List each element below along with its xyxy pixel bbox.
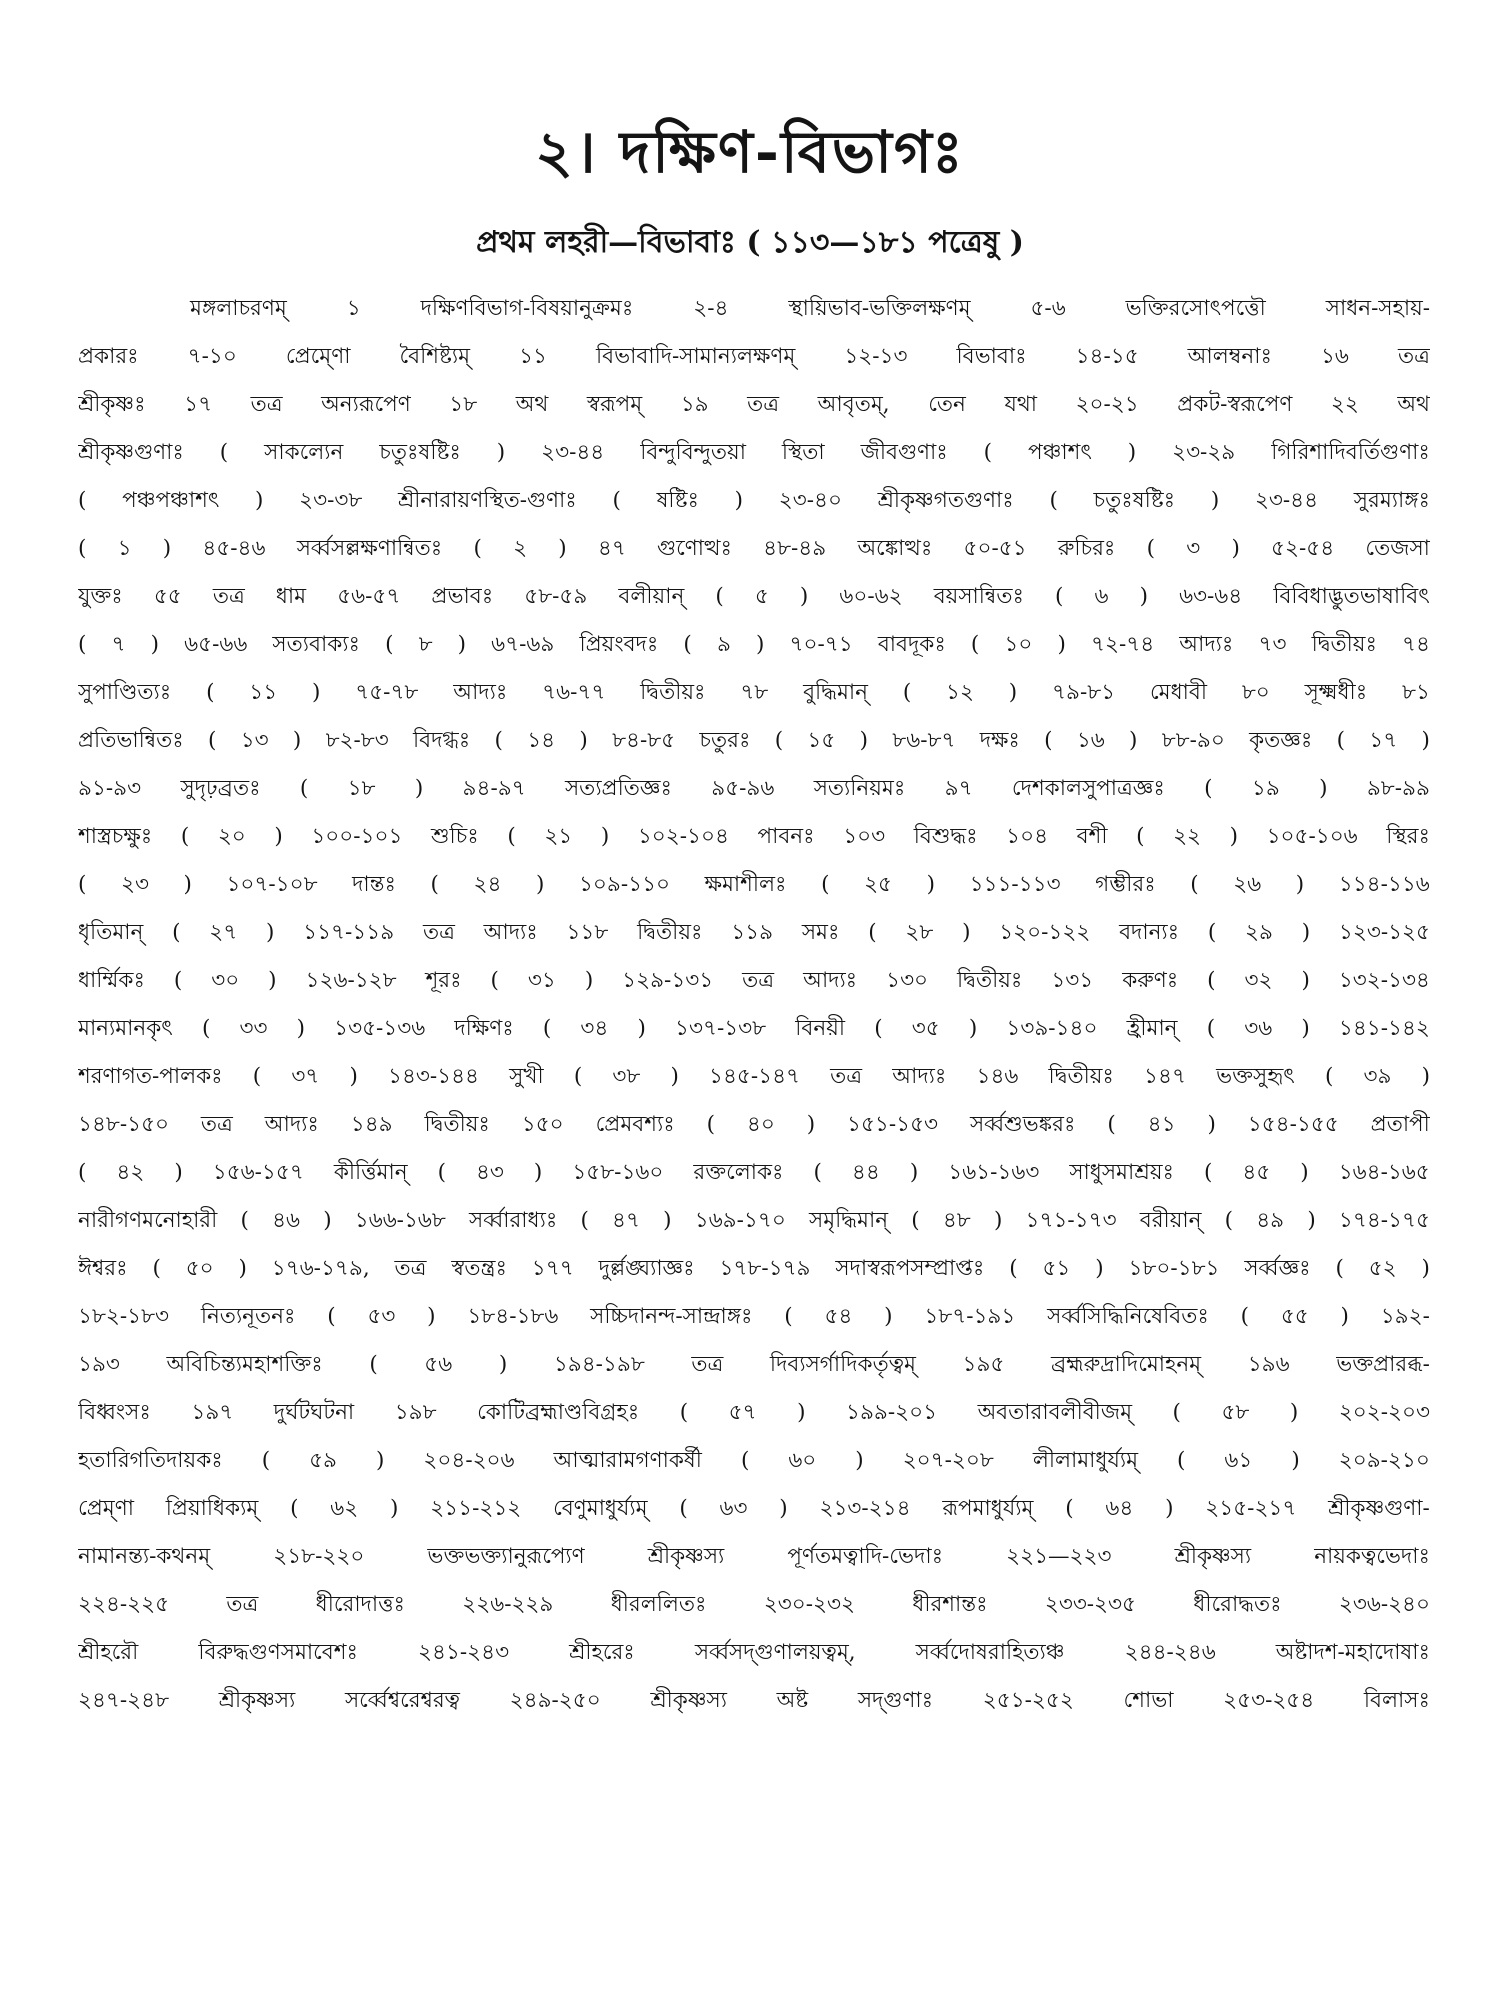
- text-line: ( পঞ্চপঞ্চাশৎ ) ২৩-৩৮ শ্রীনারায়ণস্থিত-গুণাঃ ( ষষ্টিঃ ) ২৩-৪০ শ্রীকৃষ্ণগতগুণাঃ ( চতুঃষষ্টিঃ ) ২৩-৪৪ সুরম্যাঙ্গঃ: [78, 488, 1430, 513]
- text-line: মান্যমানকৃৎ ( ৩৩ ) ১৩৫-১৩৬ দক্ষিণঃ ( ৩৪ ) ১৩৭-১৩৮ বিনয়ী ( ৩৫ ) ১৩৯-১৪০ হ্রীমান্ ( ৩৬ ) ১৪১-১৪২: [78, 1016, 1430, 1041]
- text-line: প্রতিভান্বিতঃ ( ১৩ ) ৮২-৮৩ বিদগ্ধঃ ( ১৪ ) ৮৪-৮৫ চতুরঃ ( ১৫ ) ৮৬-৮৭ দক্ষঃ ( ১৬ ) ৮৮-৯০ কৃতজ্ঞঃ ( ১৭ ): [78, 728, 1430, 753]
- text-line: বিধ্বংসঃ ১৯৭ দুর্ঘটঘটনা ১৯৮ কোটিব্রহ্মাণ্ডবিগ্রহঃ ( ৫৭ ) ১৯৯-২০১ অবতারাবলীবীজম্ ( ৫৮ ) ২০২-২০৩: [78, 1400, 1430, 1425]
- text-line: প্রেম্ণা প্রিয়াধিক্যম্ ( ৬২ ) ২১১-২১২ বেণুমাধুর্য্যম্ ( ৬৩ ) ২১৩-২১৪ রূপমাধুর্য্যম্ ( ৬৪ ) ২১৫-২১৭ শ্রীকৃষ্ণগুণা-: [78, 1496, 1430, 1521]
- text-line: নারীগণমনোহারী ( ৪৬ ) ১৬৬-১৬৮ সর্ব্বারাধ্যঃ ( ৪৭ ) ১৬৯-১৭০ সমৃদ্ধিমান্ ( ৪৮ ) ১৭১-১৭৩ বরীয়ান্ ( ৪৯ ) ১৭৪-১৭৫: [78, 1208, 1430, 1233]
- text-line: নামানন্ত্য-কথনম্ ২১৮-২২০ ভক্তভক্ত্যানুরূপ্যেণ শ্রীকৃষ্ণস্য পূর্ণতমত্বাদি-ভেদাঃ ২২১—২২৩ শ্রীকৃষ্ণস্য নায়কত্বভেদাঃ: [78, 1544, 1430, 1569]
- text-line: ১৯৩ অবিচিন্ত্যমহাশক্তিঃ ( ৫৬ ) ১৯৪-১৯৮ তত্র দিব্যসর্গাদিকর্তৃত্বম্ ১৯৫ ব্রহ্মরুদ্রাদিমোহনম্ ১৯৬ ভক্তপ্রারব্ধ-: [78, 1352, 1430, 1377]
- chapter-title: ২। দক্ষিণ-বিভাগঃ: [535, 118, 965, 186]
- text-line: শ্রীহরৌ বিরুদ্ধগুণসমাবেশঃ ২৪১-২৪৩ শ্রীহরেঃ সর্ব্বসদ্গুণালয়ত্বম্, সর্ব্বদোষরাহিত্যঞ্চ ২৪৪-২৪৬ অষ্টাদশ-মহাদোষাঃ: [78, 1640, 1430, 1665]
- text-line: শ্রীকৃষ্ণঃ ১৭ তত্র অন্যরূপেণ ১৮ অথ স্বরূপম্ ১৯ তত্র আবৃতম্, তেন যথা ২০-২১ প্রকট-স্বরূপেণ ২২ অথ: [78, 392, 1430, 417]
- section-heading: প্রথম লহরী—বিভাবাঃ ( ১১৩—১৮১ পত্রেষু ): [476, 225, 1024, 260]
- text-line: ( ২৩ ) ১০৭-১০৮ দান্তঃ ( ২৪ ) ১০৯-১১০ ক্ষমাশীলঃ ( ২৫ ) ১১১-১১৩ গম্ভীরঃ ( ২৬ ) ১১৪-১১৬: [78, 872, 1430, 897]
- text-line: ১৪৮-১৫০ তত্র আদ্যঃ ১৪৯ দ্বিতীয়ঃ ১৫০ প্রেমবশ্যঃ ( ৪০ ) ১৫১-১৫৩ সর্ব্বশুভঙ্করঃ ( ৪১ ) ১৫৪-১৫৫ প্রতাপী: [78, 1112, 1430, 1137]
- text-line: ২২৪-২২৫ তত্র ধীরোদাত্তঃ ২২৬-২২৯ ধীরললিতঃ ২৩০-২৩২ ধীরশান্তঃ ২৩৩-২৩৫ ধীরোদ্ধতঃ ২৩৬-২৪০: [78, 1592, 1430, 1617]
- text-line: ১৮২-১৮৩ নিত্যনূতনঃ ( ৫৩ ) ১৮৪-১৮৬ সচ্চিদানন্দ-সান্দ্রাঙ্গঃ ( ৫৪ ) ১৮৭-১৯১ সর্ব্বসিদ্ধিনিষেবিতঃ ( ৫৫ ) ১৯২-: [78, 1304, 1430, 1329]
- text-line: ( ৭ ) ৬৫-৬৬ সত্যবাক্যঃ ( ৮ ) ৬৭-৬৯ প্রিয়ংবদঃ ( ৯ ) ৭০-৭১ বাবদূকঃ ( ১০ ) ৭২-৭৪ আদ্যঃ ৭৩ দ্বিতীয়ঃ ৭৪: [78, 632, 1430, 657]
- text-line: যুক্তঃ ৫৫ তত্র ধাম ৫৬-৫৭ প্রভাবঃ ৫৮-৫৯ বলীয়ান্ ( ৫ ) ৬০-৬২ বয়সান্বিতঃ ( ৬ ) ৬৩-৬৪ বিবিধাদ্ভুতভাষাবিৎ: [78, 584, 1430, 609]
- text-line: ধৃতিমান্ ( ২৭ ) ১১৭-১১৯ তত্র আদ্যঃ ১১৮ দ্বিতীয়ঃ ১১৯ সমঃ ( ২৮ ) ১২০-১২২ বদান্যঃ ( ২৯ ) ১২৩-১২৫: [78, 920, 1430, 945]
- text-line: মঙ্গলাচরণম্ ১ দক্ষিণবিভাগ-বিষয়ানুক্রমঃ ২-৪ স্থায়িভাব-ভক্তিলক্ষণম্ ৫-৬ ভক্তিরসোৎপত্তৌ সাধন-সহায়-: [190, 296, 1430, 321]
- text-line: হতারিগতিদায়কঃ ( ৫৯ ) ২০৪-২০৬ আত্মারামগণাকর্ষী ( ৬০ ) ২০৭-২০৮ লীলামাধুর্য্যম্ ( ৬১ ) ২০৯-২১০: [78, 1448, 1430, 1473]
- text-line: সুপাণ্ডিত্যঃ ( ১১ ) ৭৫-৭৮ আদ্যঃ ৭৬-৭৭ দ্বিতীয়ঃ ৭৮ বুদ্ধিমান্ ( ১২ ) ৭৯-৮১ মেধাবী ৮০ সূক্ষ্মধীঃ ৮১: [78, 680, 1430, 705]
- text-line: ২৪৭-২৪৮ শ্রীকৃষ্ণস্য সর্ব্বেশ্বরেশ্বরত্ব ২৪৯-২৫০ শ্রীকৃষ্ণস্য অষ্ট সদ্গুণাঃ ২৫১-২৫২ শোভা ২৫৩-২৫৪ বিলাসঃ: [78, 1688, 1430, 1713]
- text-line: প্রকারঃ ৭-১০ প্রেম্ণো বৈশিষ্ট্যম্ ১১ বিভাবাদি-সামান্যলক্ষণম্ ১২-১৩ বিভাবাঃ ১৪-১৫ আলম্বনাঃ ১৬ তত্র: [78, 344, 1430, 369]
- text-line: শাস্ত্রচক্ষুঃ ( ২০ ) ১০০-১০১ শুচিঃ ( ২১ ) ১০২-১০৪ পাবনঃ ১০৩ বিশুদ্ধঃ ১০৪ বশী ( ২২ ) ১০৫-১০৬ স্থিরঃ: [78, 824, 1430, 849]
- text-line: ( ৪২ ) ১৫৬-১৫৭ কীর্ত্তিমান্ ( ৪৩ ) ১৫৮-১৬০ রক্তলোকঃ ( ৪৪ ) ১৬১-১৬৩ সাধুসমাশ্রয়ঃ ( ৪৫ ) ১৬৪-১৬৫: [78, 1160, 1430, 1185]
- text-line: ( ১ ) ৪৫-৪৬ সর্ব্বসল্লক্ষণান্বিতঃ ( ২ ) ৪৭ গুণোত্থঃ ৪৮-৪৯ অঙ্কোত্থঃ ৫০-৫১ রুচিরঃ ( ৩ ) ৫২-৫৪ তেজসা: [78, 536, 1430, 561]
- text-line: ৯১-৯৩ সুদৃঢ়ব্রতঃ ( ১৮ ) ৯৪-৯৭ সত্যপ্রতিজ্ঞঃ ৯৫-৯৬ সত্যনিয়মঃ ৯৭ দেশকালসুপাত্রজ্ঞঃ ( ১৯ ) ৯৮-৯৯: [78, 776, 1430, 801]
- text-line: শরণাগত-পালকঃ ( ৩৭ ) ১৪৩-১৪৪ সুখী ( ৩৮ ) ১৪৫-১৪৭ তত্র আদ্যঃ ১৪৬ দ্বিতীয়ঃ ১৪৭ ভক্তসুহৃৎ ( ৩৯ ): [78, 1064, 1430, 1089]
- index-body-text: [78, 285, 1430, 1725]
- text-line: ঈশ্বরঃ ( ৫০ ) ১৭৬-১৭৯, তত্র স্বতন্ত্রঃ ১৭৭ দুর্ল্লঙ্ঘ্যাজ্ঞঃ ১৭৮-১৭৯ সদাস্বরূপসম্প্রাপ্তঃ ( ৫১ ) ১৮০-১৮১ সর্ব্বজ্ঞঃ ( ৫২ ): [78, 1256, 1430, 1281]
- text-line: ধার্ম্মিকঃ ( ৩০ ) ১২৬-১২৮ শূরঃ ( ৩১ ) ১২৯-১৩১ তত্র আদ্যঃ ১৩০ দ্বিতীয়ঃ ১৩১ করুণঃ ( ৩২ ) ১৩২-১৩৪: [78, 968, 1430, 993]
- text-line: শ্রীকৃষ্ণগুণাঃ ( সাকল্যেন চতুঃষষ্টিঃ ) ২৩-৪৪ বিন্দুবিন্দুতয়া স্থিতা জীবগুণাঃ ( পঞ্চাশৎ ) ২৩-২৯ গিরিশাদিবর্তিগুণাঃ: [78, 440, 1430, 465]
